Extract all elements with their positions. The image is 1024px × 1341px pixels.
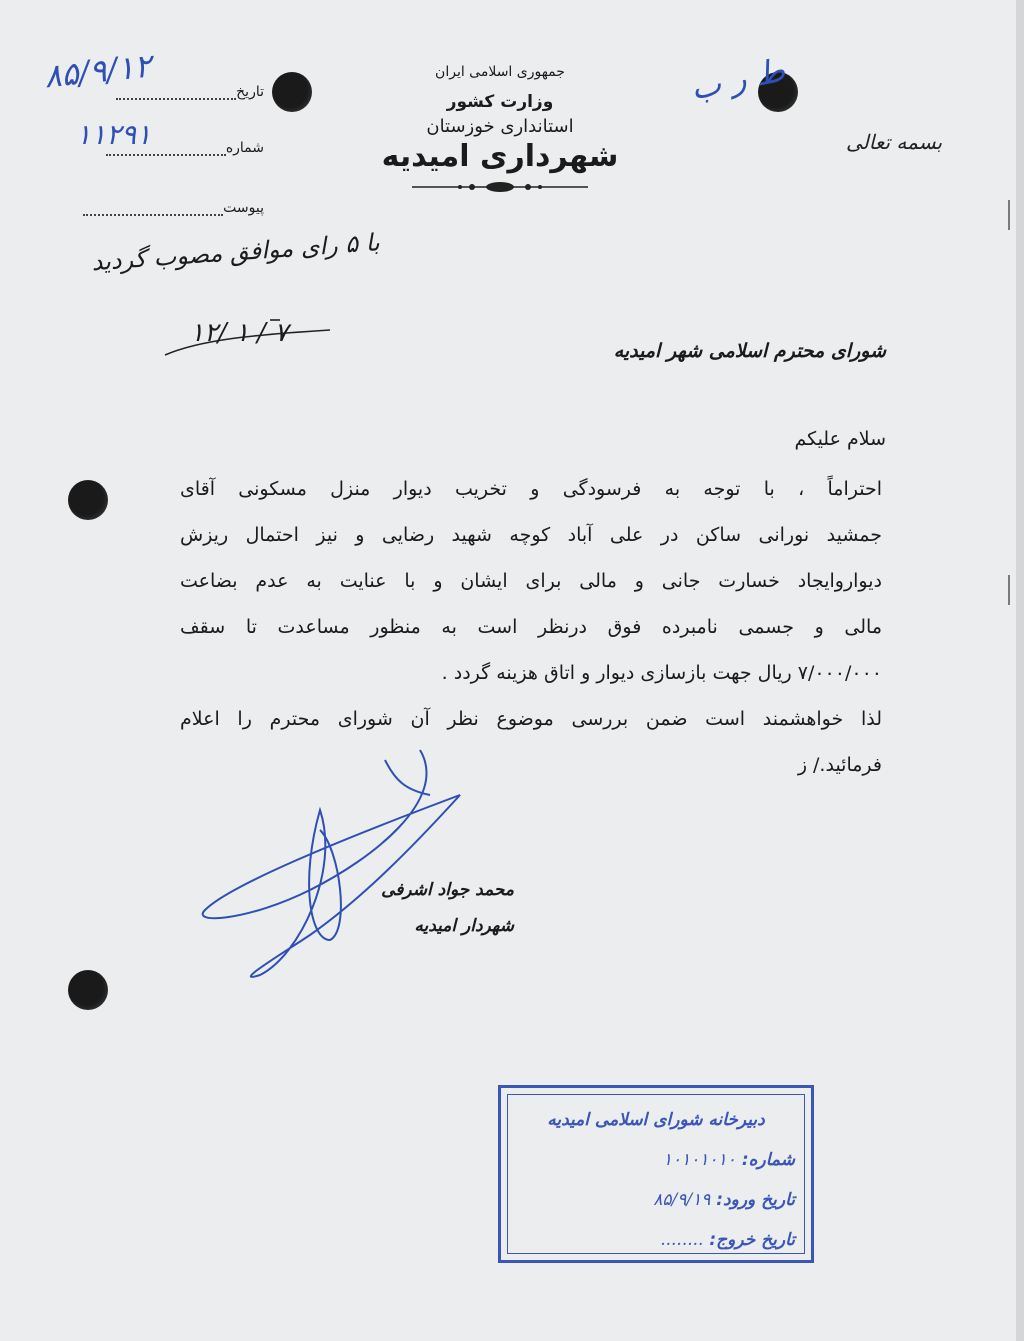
attachment-row bbox=[44, 156, 264, 216]
body-line: جمشید نورانی ساکن در علی آباد کوچه شهید رضایی و نیز احتمال ریزش bbox=[180, 524, 882, 546]
edge-mark bbox=[1008, 200, 1010, 230]
number-dots bbox=[106, 154, 226, 156]
handwritten-initials: ط ر ب bbox=[687, 50, 789, 108]
stamp-entry-label: تاریخ ورود: bbox=[716, 1190, 795, 1210]
country-name: جمهوری اسلامی ایران bbox=[435, 64, 565, 80]
secretariat-stamp bbox=[498, 1085, 814, 1263]
attachment-label: پیوست bbox=[223, 200, 264, 216]
province-name: استانداری خوزستان bbox=[426, 116, 574, 137]
letterhead bbox=[350, 64, 650, 194]
stamp-number-row bbox=[517, 1140, 795, 1180]
punch-hole bbox=[68, 480, 108, 520]
stamp-title: دبیرخانه شورای اسلامی امیدیه bbox=[547, 1110, 765, 1130]
stamp-number-label: شماره: bbox=[741, 1150, 795, 1170]
body-line: ۷/۰۰۰/۰۰۰ ریال جهت بازسازی دیوار و اتاق هزینه گردد . bbox=[441, 662, 882, 684]
number-value: ۱۱۲۹۱ bbox=[76, 118, 152, 151]
stamp-number-value: ۱۰۱۰۱۰۱۰ bbox=[662, 1150, 736, 1170]
attachment-dots bbox=[83, 214, 223, 216]
signature-scribble bbox=[190, 740, 490, 1000]
number-label: شماره bbox=[225, 140, 264, 156]
greeting: سلام علیکم bbox=[794, 428, 886, 450]
signer-name: محمد جواد اشرفی bbox=[381, 880, 514, 900]
edge-mark bbox=[1008, 575, 1010, 605]
body-line: دیواروایجاد خسارت جانی و مالی برای ایشان و با عنایت به عدم بضاعت bbox=[180, 570, 882, 592]
bismillah: بسمه تعالی bbox=[846, 130, 943, 154]
page-edge bbox=[1016, 0, 1024, 1341]
date-value: ۸۵/۹/۱۲ bbox=[42, 46, 154, 96]
punch-hole bbox=[272, 72, 312, 112]
body-line: احتراماً ، با توجه به فرسودگی و تخریب دیوار منزل مسکونی آقای bbox=[180, 478, 882, 500]
stamp-entry-value: ۸۵/۹/۱۹ bbox=[653, 1190, 711, 1210]
stamp-exit-label: تاریخ خروج: bbox=[709, 1230, 795, 1250]
stamp-exit-value: ........ bbox=[660, 1230, 704, 1250]
date-label: تاریخ bbox=[236, 84, 264, 100]
signer-block bbox=[330, 880, 514, 936]
recipient: شورای محترم اسلامی شهر امیدیه bbox=[613, 340, 886, 362]
approval-note: با ۵ رای موافق مصوب گردید bbox=[90, 228, 381, 277]
date-dots bbox=[116, 98, 236, 100]
body-line: مالی و جسمی نامبرده فوق درنظر است به منظور مساعدت تا سقف bbox=[180, 616, 882, 638]
ministry-name: وزارت کشور bbox=[446, 92, 554, 112]
signer-title: شهردار امیدیه bbox=[414, 916, 514, 936]
stamp-entry-row bbox=[517, 1180, 795, 1220]
punch-hole bbox=[68, 970, 108, 1010]
body-line: فرمائید./ ز bbox=[797, 754, 882, 776]
stamp-exit-row bbox=[517, 1220, 795, 1260]
body-line: لذا خواهشمند است ضمن بررسی موضوع نظر آن شورای محترم را اعلام bbox=[180, 708, 882, 730]
approval-date: ۱۲/ ۱ / ۷ bbox=[190, 318, 289, 348]
ornament-divider bbox=[410, 180, 590, 194]
municipality-name: شهرداری امیدیه bbox=[381, 139, 619, 174]
